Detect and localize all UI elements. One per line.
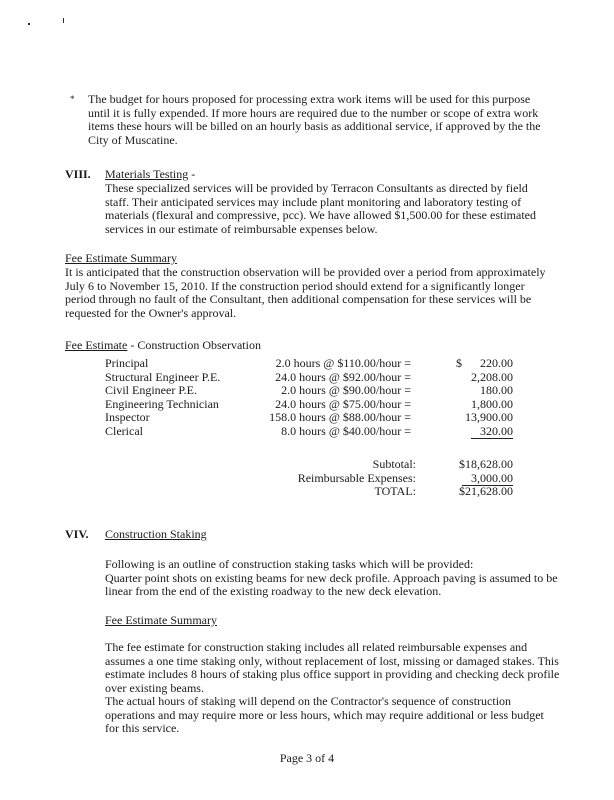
- total-amount: $21,628.00: [459, 484, 513, 498]
- fee-role: Civil Engineer P.E.: [105, 383, 197, 397]
- staking-intro: [105, 558, 560, 599]
- fee-table-row: [105, 371, 513, 385]
- fee-calc: 158.0 hours @ $88.00/hour =: [269, 410, 411, 424]
- fee-calc: 24.0 hours @ $92.00/hour =: [275, 369, 411, 384]
- totals-row: [220, 472, 513, 486]
- fee-role: Engineering Technician: [105, 396, 219, 411]
- section-viv-numeral: VIV.: [65, 527, 89, 541]
- subtotal-amount: $18,628.00: [459, 457, 513, 471]
- fee-role: Inspector: [105, 410, 150, 424]
- subtotal-label: Subtotal:: [372, 457, 416, 471]
- section-viv-title: Construction Staking: [105, 527, 207, 541]
- staking-intro-body: Quarter point shots on existing beams for new deck profile. Approach paving is assumed to be linear from the end of the existing roadway to the new deck elevation.: [105, 570, 558, 598]
- fee-role: Clerical: [105, 423, 143, 438]
- section-viii-body: These specialized services will be provided by Terracon Consultants as directed by field staff. Their anticipated services may include plant monitoring and laboratory testing of materials (flexural and compressive, pcc). We have allowed $1,500.00 for these estimated services in our estimate of reimbursable expenses below.: [105, 181, 536, 236]
- footnote-marker: *: [70, 94, 75, 104]
- fee-amount-underlined: 320.00: [471, 424, 513, 439]
- scan-tick: [63, 18, 64, 23]
- staking-summary-heading: Fee Estimate Summary: [105, 613, 217, 627]
- fee-role: Structural Engineer P.E.: [105, 369, 221, 384]
- fee-estimate-rest: - Construction Observation: [127, 338, 261, 352]
- fee-calc: 2.0 hours @ $110.00/hour =: [275, 356, 411, 370]
- totals-row: [220, 458, 513, 472]
- fee-table: [105, 357, 513, 438]
- section-viii-heading: [65, 168, 195, 182]
- staking-summary-para1: The fee estimate for construction staking includes all related reimbursable expenses and assumes a one time staking only, without replacement of lost, missing or damaged stakes. This estimate includes 8 hours of staking plus office support in providing and checking deck profile over existing beams.: [105, 640, 560, 695]
- fee-amount: 2,208.00: [471, 369, 513, 384]
- fee-summary-observation-body: It is anticipated that the construction observation will be provided over a period from approximately July 6 to November 15, 2010. If the construction period should extend for a significantly longer period through no fault of the Consultant, then additional compensation for these services will be requested for the Owner's approval.: [65, 265, 546, 320]
- fee-amount: 13,900.00: [465, 410, 513, 424]
- fee-calc: 2.0 hours @ $90.00/hour =: [281, 383, 411, 397]
- fee-estimate-underlined: Fee Estimate: [65, 338, 128, 352]
- fee-table-row: [105, 384, 513, 398]
- footnote-paragraph: [70, 93, 550, 147]
- fee-table-row: [105, 398, 513, 412]
- section-viii-numeral: VIII.: [65, 167, 91, 181]
- fee-calc: 8.0 hours @ $40.00/hour =: [281, 423, 411, 438]
- reimbursable-amount: [416, 472, 513, 486]
- staking-summary-body: [105, 641, 560, 736]
- section-viv-heading: [65, 528, 207, 542]
- staking-intro-line: Following is an outline of construction staking tasks which will be provided:: [105, 557, 474, 571]
- fee-amount: [413, 425, 513, 439]
- reimbursable-amount-underlined: 3,000.00: [462, 471, 513, 486]
- fee-calc: 24.0 hours @ $75.00/hour =: [275, 396, 411, 411]
- fee-amount: 180.00: [480, 383, 513, 397]
- fee-estimate-observation-label: [65, 339, 261, 353]
- total-label: TOTAL:: [374, 484, 416, 498]
- fee-amount: $ 220.00: [456, 356, 513, 370]
- fee-role: Principal: [105, 356, 149, 370]
- staking-summary-para2: The actual hours of staking will depend on the Contractor's sequence of construction operations and may require more or less hours, which may require additional or less budget for this service.: [105, 694, 544, 735]
- fee-totals: [220, 458, 513, 499]
- reimbursable-label: Reimbursable Expenses:: [297, 470, 416, 485]
- fee-table-row: [105, 357, 513, 371]
- fee-amount: 1,800.00: [471, 396, 513, 411]
- section-viii-title-suffix: -: [188, 167, 196, 181]
- fee-table-row: [105, 411, 513, 425]
- totals-row: [220, 485, 513, 499]
- section-viii-title: Materials Testing: [105, 167, 189, 181]
- scan-speck: [28, 23, 30, 25]
- fee-summary-observation-heading: Fee Estimate Summary: [65, 251, 177, 265]
- footnote-text: The budget for hours proposed for processing extra work items will be used for this purpose until it is fully expended. If more hours are required due to the number or scope of extra work items these hours will be billed on an hourly basis as additional service, if approved by the the City of Muscatine.: [88, 92, 541, 147]
- fee-table-row: [105, 425, 513, 439]
- page-footer: Page 3 of 4: [279, 751, 335, 765]
